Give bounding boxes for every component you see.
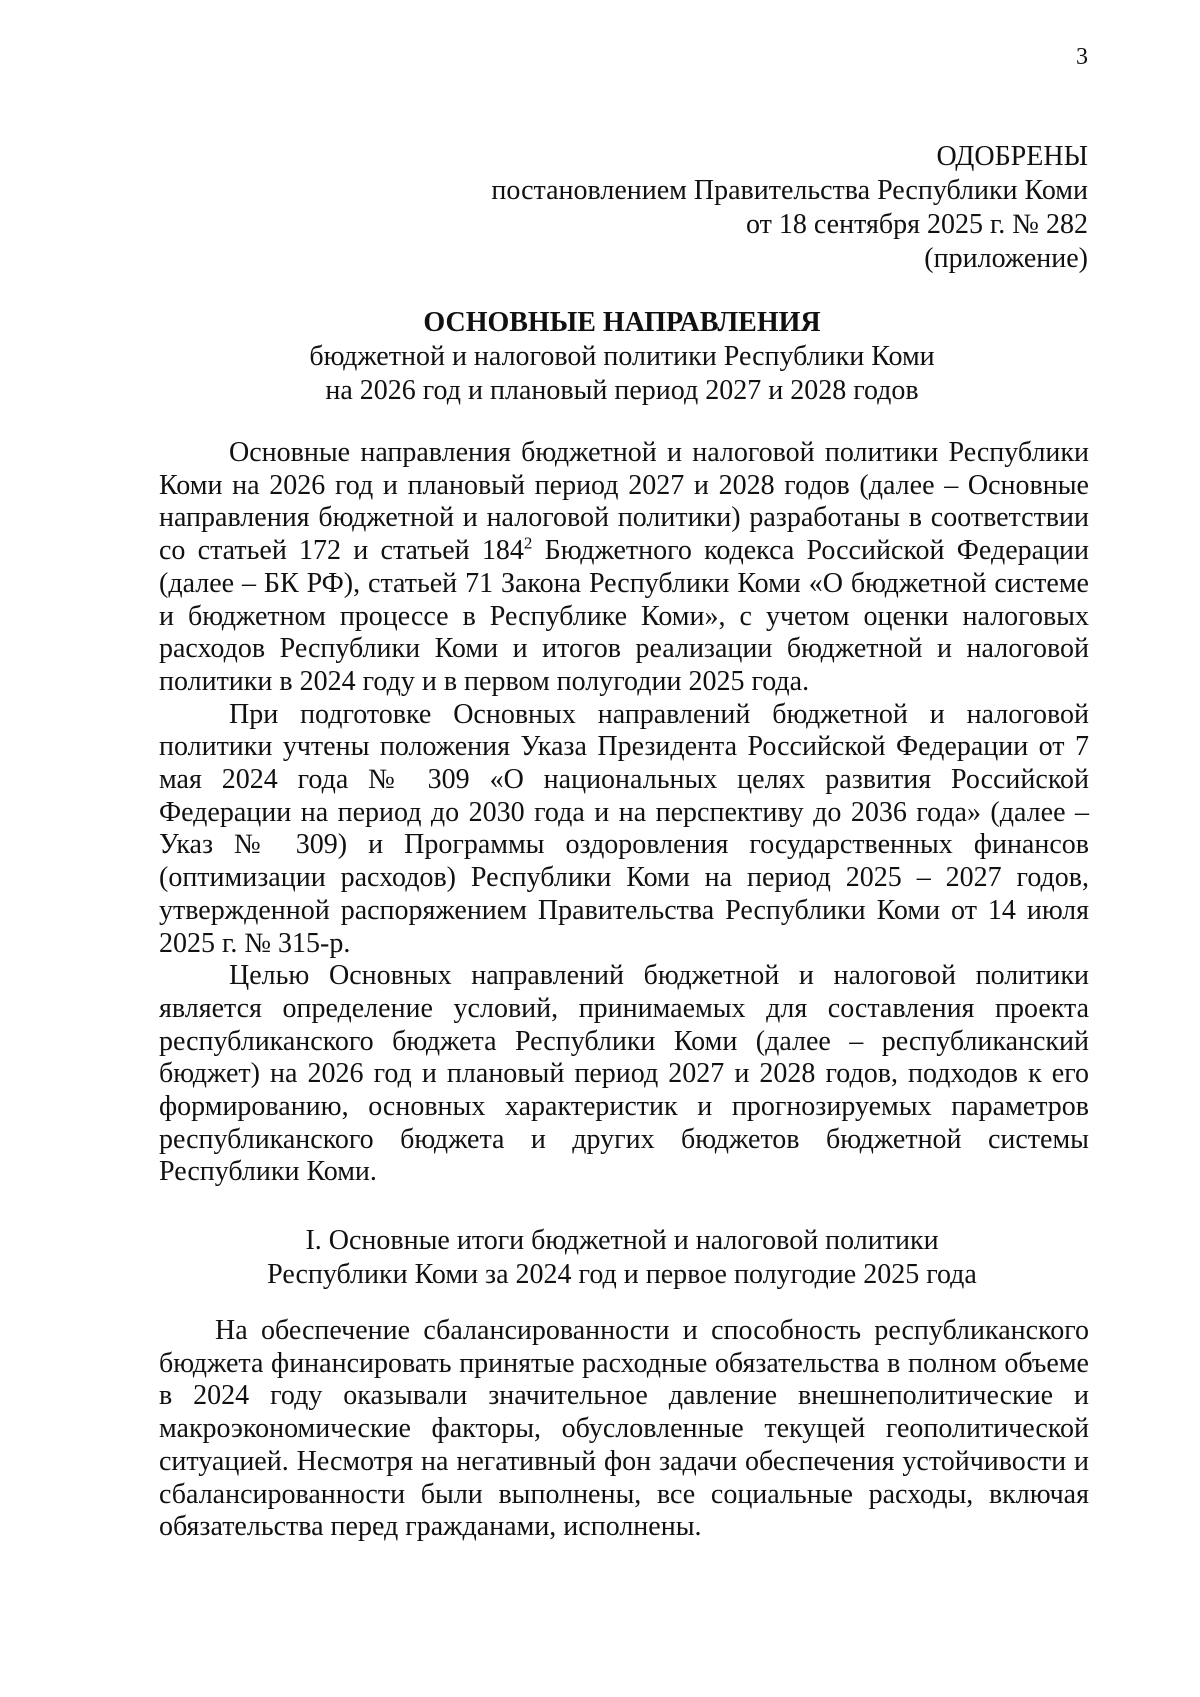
intro-paragraph-3: Целью Основных направлений бюджетной и налоговой политики является определение условий, принимаемых для составления проекта республиканского бюджета Республики Коми (далее – республиканский бюджет) на 2026 год и плановый период 2027 и 2028 годов, подходов к его формированию, основных характеристик и прогнозируемых параметров республиканского бюджета и других бюджетов бюджетной системы Республики Коми.: [159, 960, 1089, 1188]
intro-paragraph-2: При подготовке Основных направлений бюджетной и налоговой политики учтены положения Указа Президента Российской Федерации от 7 мая 2024 года № 309 «О национальных целях развития Российской Федерации на период до 2030 года и на перспективу до 2036 года» (далее – Указ № 309) и Программы оздоровления государственных финансов (оптимизации расходов) Республики Коми на период 2025 – 2027 годов, утвержденной распоряжением Правительства Республики Коми от 14 июля 2025 г. № 315-р.: [159, 698, 1089, 959]
section-1-body: [159, 1315, 1089, 1544]
intro-p1-superscript: 2: [523, 533, 533, 553]
section-1-heading-line2: Республики Коми за 2024 год и первое полугодие 2025 года: [267, 1259, 977, 1290]
page-number: 3: [1076, 44, 1088, 70]
intro-p1-text-a: Основные направления бюджетной и налоговой политики Республики Коми на 2026 год и плановый период 2027 и 2028 годов (далее – Основные направления бюджетной и налоговой политики) разработаны в соответствии со статьей 172 и статьей 184: [159, 437, 1089, 567]
section-1-heading-line1: I. Основные итоги бюджетной и налоговой политики: [305, 1225, 939, 1256]
approval-decree: постановлением Правительства Республики Коми: [491, 175, 1088, 206]
approval-stamp-block: [491, 140, 1088, 276]
section-1-paragraph-1: На обеспечение сбалансированности и способность республиканского бюджета финансировать принятые расходные обязательства в полном объеме в 2024 году оказывали значительное давление внешнеполитические и макроэкономические факторы, обусловленные текущей геополитической ситуацией. Несмотря на негативный фон задачи обеспечения устойчивости и сбалансированности были выполнены, все социальные расходы, включая обязательства перед гражданами, исполнены.: [159, 1315, 1089, 1543]
intro-paragraph-1: [159, 437, 1089, 699]
approval-annex: (приложение): [924, 243, 1088, 274]
document-subtitle-line2: на 2026 год и плановый период 2027 и 2028 годов: [325, 375, 919, 406]
section-1-heading: [155, 1224, 1089, 1292]
document-title: ОСНОВНЫЕ НАПРАВЛЕНИЯ: [423, 307, 821, 338]
document-title-block: [155, 306, 1089, 408]
approval-heading: ОДОБРЕНЫ: [936, 141, 1088, 172]
intro-section: [159, 437, 1089, 1189]
document-subtitle-line1: бюджетной и налоговой политики Республики Коми: [309, 341, 935, 372]
intro-p1-text-b: Бюджетного кодекса Российской Федерации (далее – БК РФ), статьей 71 Закона Республики Коми «О бюджетной системе и бюджетном процессе в Республике Коми», с учетом оценки налоговых расходов Республики Коми и итогов реализации бюджетной и налоговой политики в 2024 году и в первом полугодии 2025 года.: [159, 535, 1090, 697]
approval-date-number: от 18 сентября 2025 г. № 282: [746, 209, 1088, 240]
